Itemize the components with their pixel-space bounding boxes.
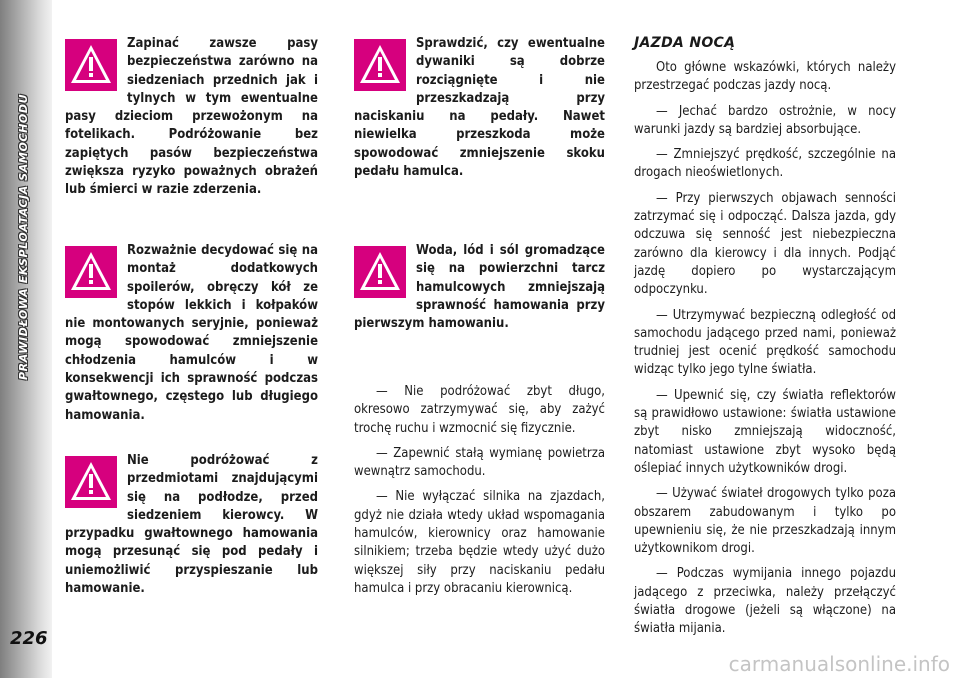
watermark: carmanualsonline.info (728, 652, 950, 676)
warning-triangle-icon (354, 39, 406, 91)
warning-triangle-icon (354, 246, 406, 298)
paragraph: — Zapewnić stałą wymianę powietrza wewnątrz samochodu. (354, 445, 605, 480)
paragraph: — Nie podróżować zbyt długo, okresowo zatrzymywać się, aby zażyć trochę ruchu i wzmocnić się fizycznie. (354, 384, 605, 436)
paragraph: — Utrzymywać bezpieczną odległość od samochodu jadącego przed nami, ponieważ trudniej jest ocenić prędkość samochodu widząc tylko jego tylne światła. (634, 307, 896, 378)
driving-tips-text (354, 383, 605, 605)
warning-floor-mats: Sprawdzić, czy ewentualne dywaniki są dobrze rozciągnięte i nie przeszkadzają przy naciskaniu na pedały. Nawet niewielka przeszkoda może spowodować zmniejszenie skoku pedału hamulca. (354, 36, 605, 180)
sidebar: PRAWIDŁOWA EKSPLOATACJA SAMOCHODU 226 (0, 0, 52, 678)
warning-brake-discs: Woda, lód i sól gromadzące się na powierzchni tarcz hamulcowych zmniejszają sprawność hamowania przy pierwszym hamowaniu. (354, 243, 605, 332)
paragraph: — Używać świateł drogowych tylko poza obszarem zabudowanym i tylko po upewnieniu się, że nie przeszkadzają innym użytkownikom drogi. (634, 486, 896, 557)
warning-seatbelts: Zapinać zawsze pasy bezpieczeństwa zarówno na siedzeniach przednich jak i tylnych w tym ewentualne pasy dzieciom przewożonym na fotelikach. Podróżowanie bez zapiętych pasów bezpieczeństwa zwiększa ryzyko poważnych obrażeń lub śmierci w razie zderzenia. (65, 36, 318, 198)
warning-spoilers: Rozważnie decydować się na montaż dodatkowych spoilerów, obręczy kół ze stopów lekkich i kołpaków nie montowanych seryjnie, ponieważ mogą spowodować zmniejszenie chłodzenia hamulców i w konsekwencji ich sprawność podczas gwałtownego, częstego lub długiego hamowania. (65, 243, 318, 423)
warning-floor-objects: Nie podróżować z przedmiotami znajdującymi się na podłodze, przed siedzeniem kierowcy. W przypadku gwałtownego hamowania mogą przesunąć się pod pedały i uniemożliwić przyspieszanie lub hamowanie. (65, 453, 318, 597)
paragraph: — Upewnić się, czy światła reflektorów są prawidłowo ustawione: światła ustawione zbyt nisko zmniejszają widoczność, natomiast ustawione zbyt wysoko będą oślepiać innych użytkowników drogi. (634, 387, 896, 476)
paragraph: — Przy pierwszych objawach senności zatrzymać się i odpocząć. Dalsza jazda, gdy odczuwa się senność jest niebezpieczna zarówno dla kierowcy i dla innych. Podjąć jazdę dopiero po wystarczającym odpoczynku. (634, 190, 896, 298)
page-number: 226 (10, 628, 48, 649)
paragraph: Oto główne wskazówki, których należy przestrzegać podczas jazdy nocą. (634, 60, 896, 94)
paragraph: — Podczas wymijania innego pojazdu jadącego z przeciwka, należy przełączyć światła drogowe (jeżeli są włączone) na światła mijania. (634, 566, 896, 637)
night-driving-text (634, 59, 896, 646)
paragraph: — Nie wyłączać silnika na zjazdach, gdyż nie działa wtedy układ wspomagania hamulców, kierownicy oraz hamowanie silnikiem; trzeba będzie wtedy użyć dużo większej siły przy naciskaniu pedału hamulca i przy obracaniu kierownicą. (354, 489, 605, 596)
section-heading: JAZDA NOCĄ (634, 35, 736, 51)
paragraph: — Zmniejszyć prędkość, szczególnie na drogach nieoświetlonych. (634, 147, 896, 181)
warning-triangle-icon (65, 246, 117, 298)
paragraph: — Jechać bardzo ostrożnie, w nocy warunki jazdy są bardziej absorbujące. (634, 103, 896, 137)
warning-triangle-icon (65, 456, 117, 508)
warning-triangle-icon (65, 39, 117, 91)
